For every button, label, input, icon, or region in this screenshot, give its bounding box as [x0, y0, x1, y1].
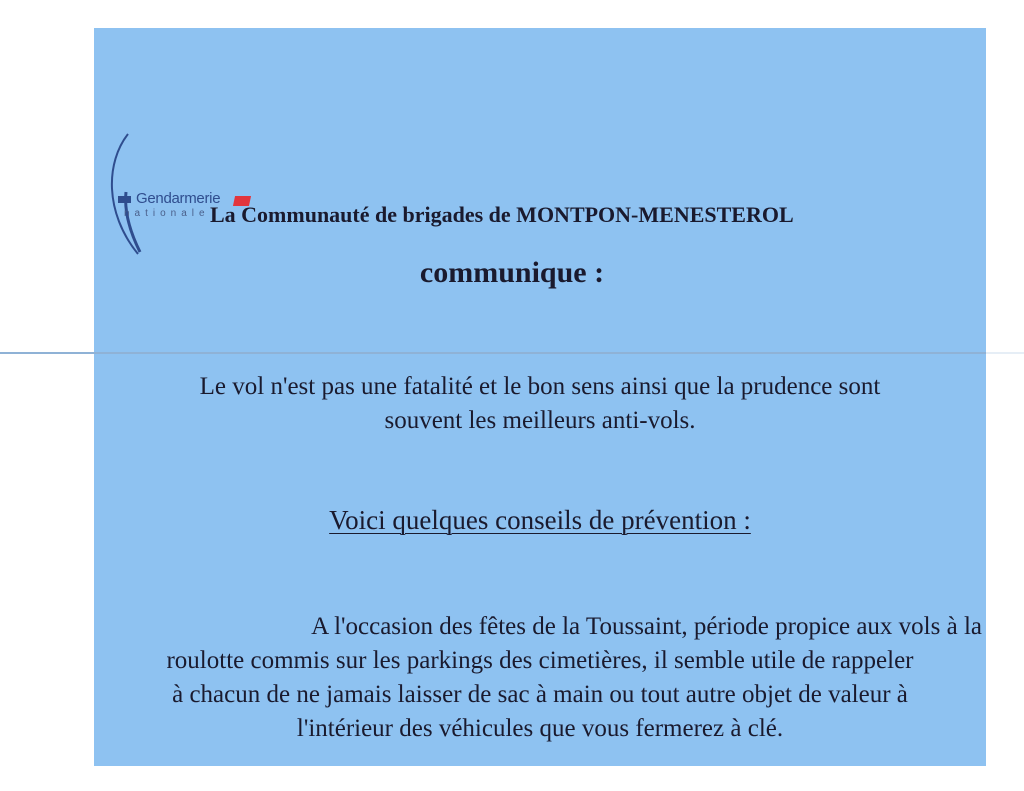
organization-title: La Communauté de brigades de MONTPON-MENESTEROL: [210, 202, 794, 227]
advice-line: à chacun de ne jamais laisser de sac à main ou tout autre objet de valeur à: [172, 681, 908, 708]
advice-line: A l'occasion des fêtes de la Toussaint, période propice aux vols à la: [311, 613, 982, 640]
logo-subtitle: nationale: [124, 208, 210, 219]
logo-wordmark: [118, 190, 220, 207]
logo-name: Gendarmerie: [136, 190, 221, 207]
communique-heading: communique :: [419, 256, 605, 289]
advice-line: roulotte commis sur les parkings des cimetières, il semble utile de rappeler: [166, 647, 914, 674]
advice-paragraph: [94, 610, 986, 746]
fold-line-right: [986, 352, 1024, 354]
intro-line: Le vol n'est pas une fatalité et le bon sens ainsi que la prudence sont: [199, 373, 881, 400]
prevention-heading: Voici quelques conseils de prévention :: [329, 505, 751, 535]
logo-square-icon: [118, 196, 131, 203]
fold-line: [0, 352, 1024, 354]
intro-paragraph: [94, 370, 986, 438]
intro-line: souvent les meilleurs anti-vols.: [384, 407, 696, 434]
gendarmerie-logo: [104, 132, 264, 258]
advice-line: l'intérieur des véhicules que vous fermerez à clé.: [296, 715, 784, 742]
